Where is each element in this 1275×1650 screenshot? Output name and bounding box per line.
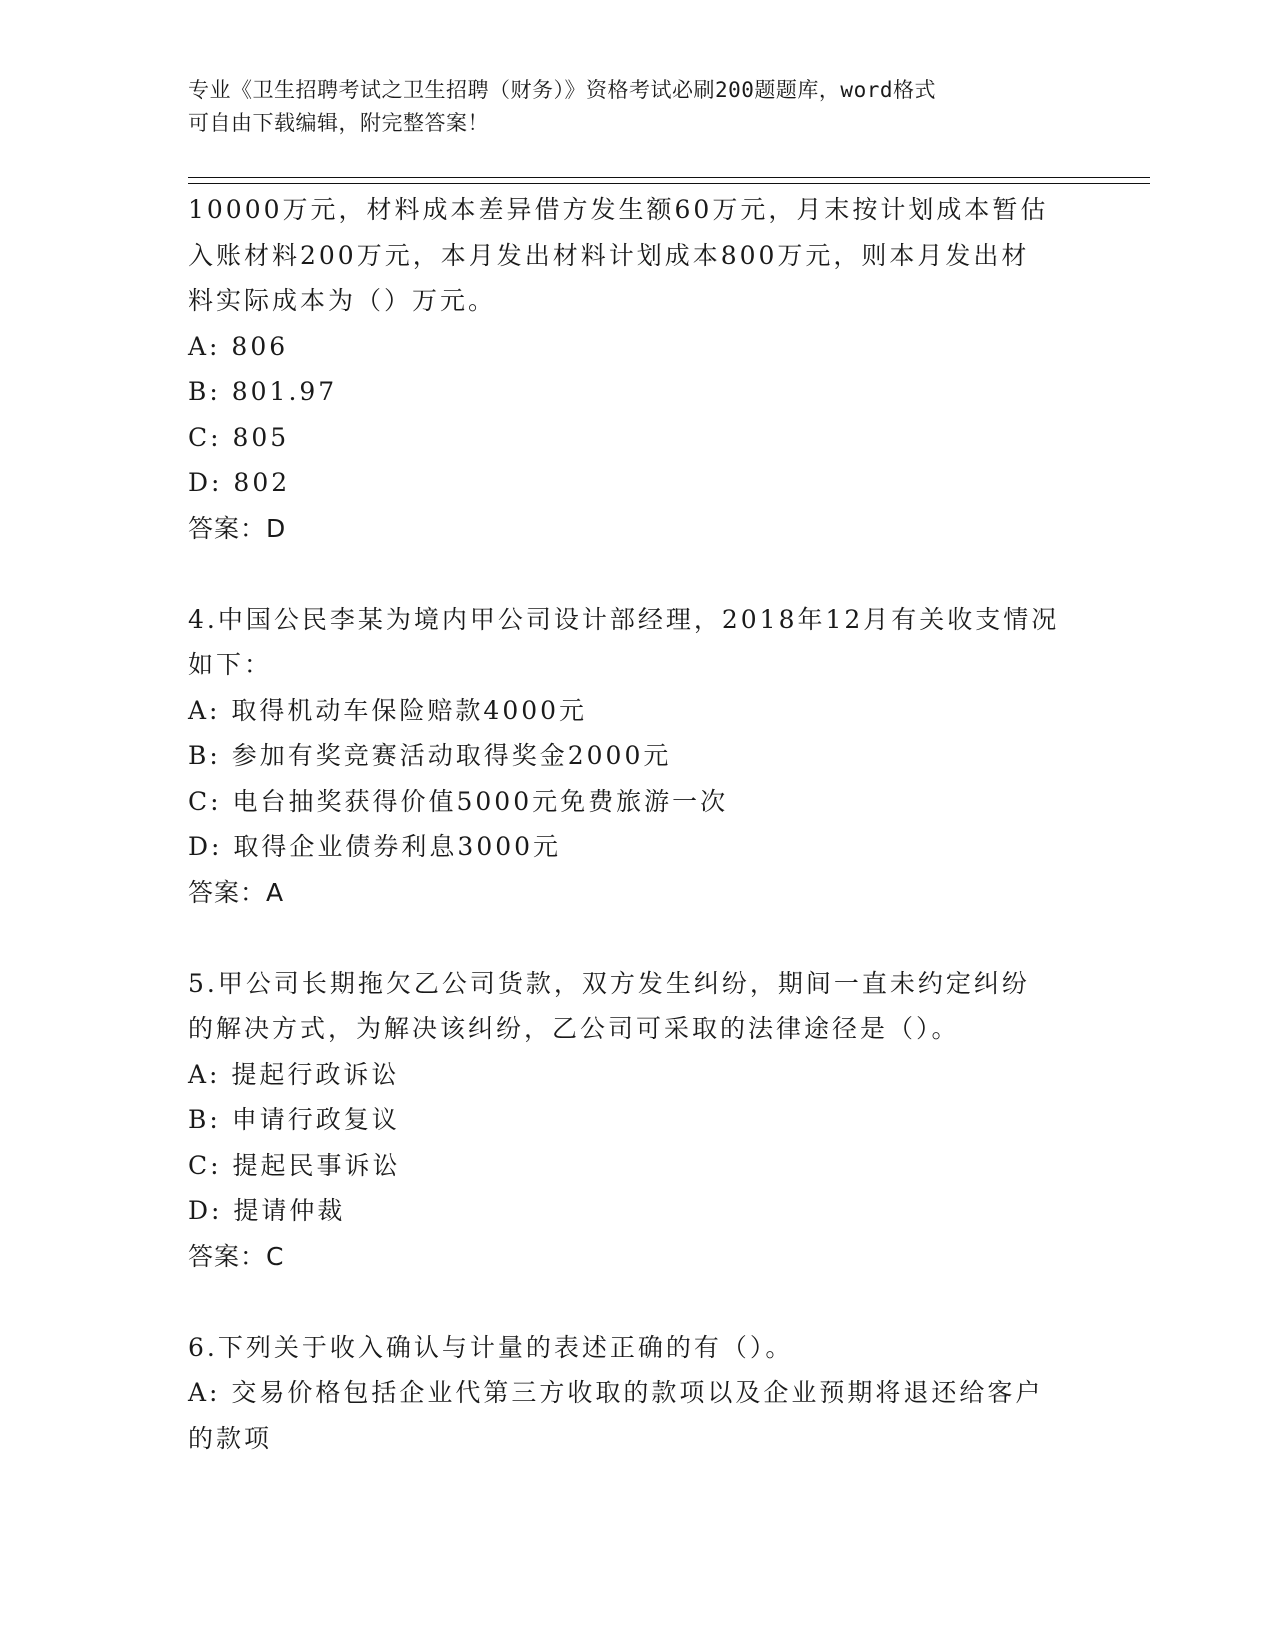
spacer: [188, 915, 1088, 961]
question-text: 5.甲公司长期拖欠乙公司货款，双方发生纠纷，期间一直未约定纠纷: [188, 968, 1030, 998]
question-5: [188, 961, 1088, 1280]
option-b: B: 申请行政复议: [188, 1105, 400, 1134]
option-a: A: 取得机动车保险赔款4000元: [188, 695, 588, 725]
option-c: C: 805: [188, 422, 290, 452]
question-6: [188, 1325, 1088, 1462]
option-c: C: 电台抽奖获得价值5000元免费旅游一次: [188, 786, 729, 816]
question-text: 6.下列关于收入确认与计量的表述正确的有（）。: [188, 1332, 794, 1362]
answer-line: 答案：A: [188, 877, 285, 907]
option-b: B: 801.97: [188, 377, 338, 406]
header-title-line2: 可自由下载编辑，附完整答案！: [188, 111, 489, 135]
question-text: 入账材料200万元，本月发出材料计划成本800万元，则本月发出材: [188, 240, 1030, 270]
question-text: 的解决方式，为解决该纠纷，乙公司可采取的法律途径是（）。: [188, 1014, 960, 1043]
option-a-continued: 的款项: [188, 1423, 273, 1453]
document-header: [188, 74, 1088, 140]
question-text: 料实际成本为（）万元。: [188, 286, 497, 315]
option-d: D: 取得企业债券利息3000元: [188, 832, 562, 861]
option-b: B: 参加有奖竞赛活动取得奖金2000元: [188, 741, 672, 770]
question-4: [188, 597, 1088, 916]
question-text: 如下：: [188, 650, 273, 679]
spacer: [188, 551, 1088, 597]
document-body: [188, 187, 1088, 1461]
header-divider-bottom: [188, 183, 1150, 184]
spacer: [188, 1279, 1088, 1325]
question-3: [188, 187, 1088, 551]
answer-line: 答案：C: [188, 1241, 285, 1271]
option-d: D: 802: [188, 468, 291, 497]
option-a: A: 交易价格包括企业代第三方收取的款项以及企业预期将退还给客户: [188, 1378, 1044, 1407]
question-text: 4.中国公民李某为境内甲公司设计部经理，2018年12月有关收支情况: [188, 604, 1060, 634]
option-c: C: 提起民事诉讼: [188, 1150, 401, 1180]
option-d: D: 提请仲裁: [188, 1196, 346, 1225]
question-text: 10000万元，材料成本差异借方发生额60万元，月末按计划成本暂估: [188, 195, 1049, 224]
header-divider-top: [188, 177, 1150, 178]
header-title-line1: 专业《卫生招聘考试之卫生招聘（财务）》资格考试必刷200题题库，word格式: [188, 78, 936, 102]
option-a: A: 806: [188, 331, 289, 361]
answer-line: 答案：D: [188, 513, 287, 543]
option-a: A: 提起行政诉讼: [188, 1059, 400, 1089]
